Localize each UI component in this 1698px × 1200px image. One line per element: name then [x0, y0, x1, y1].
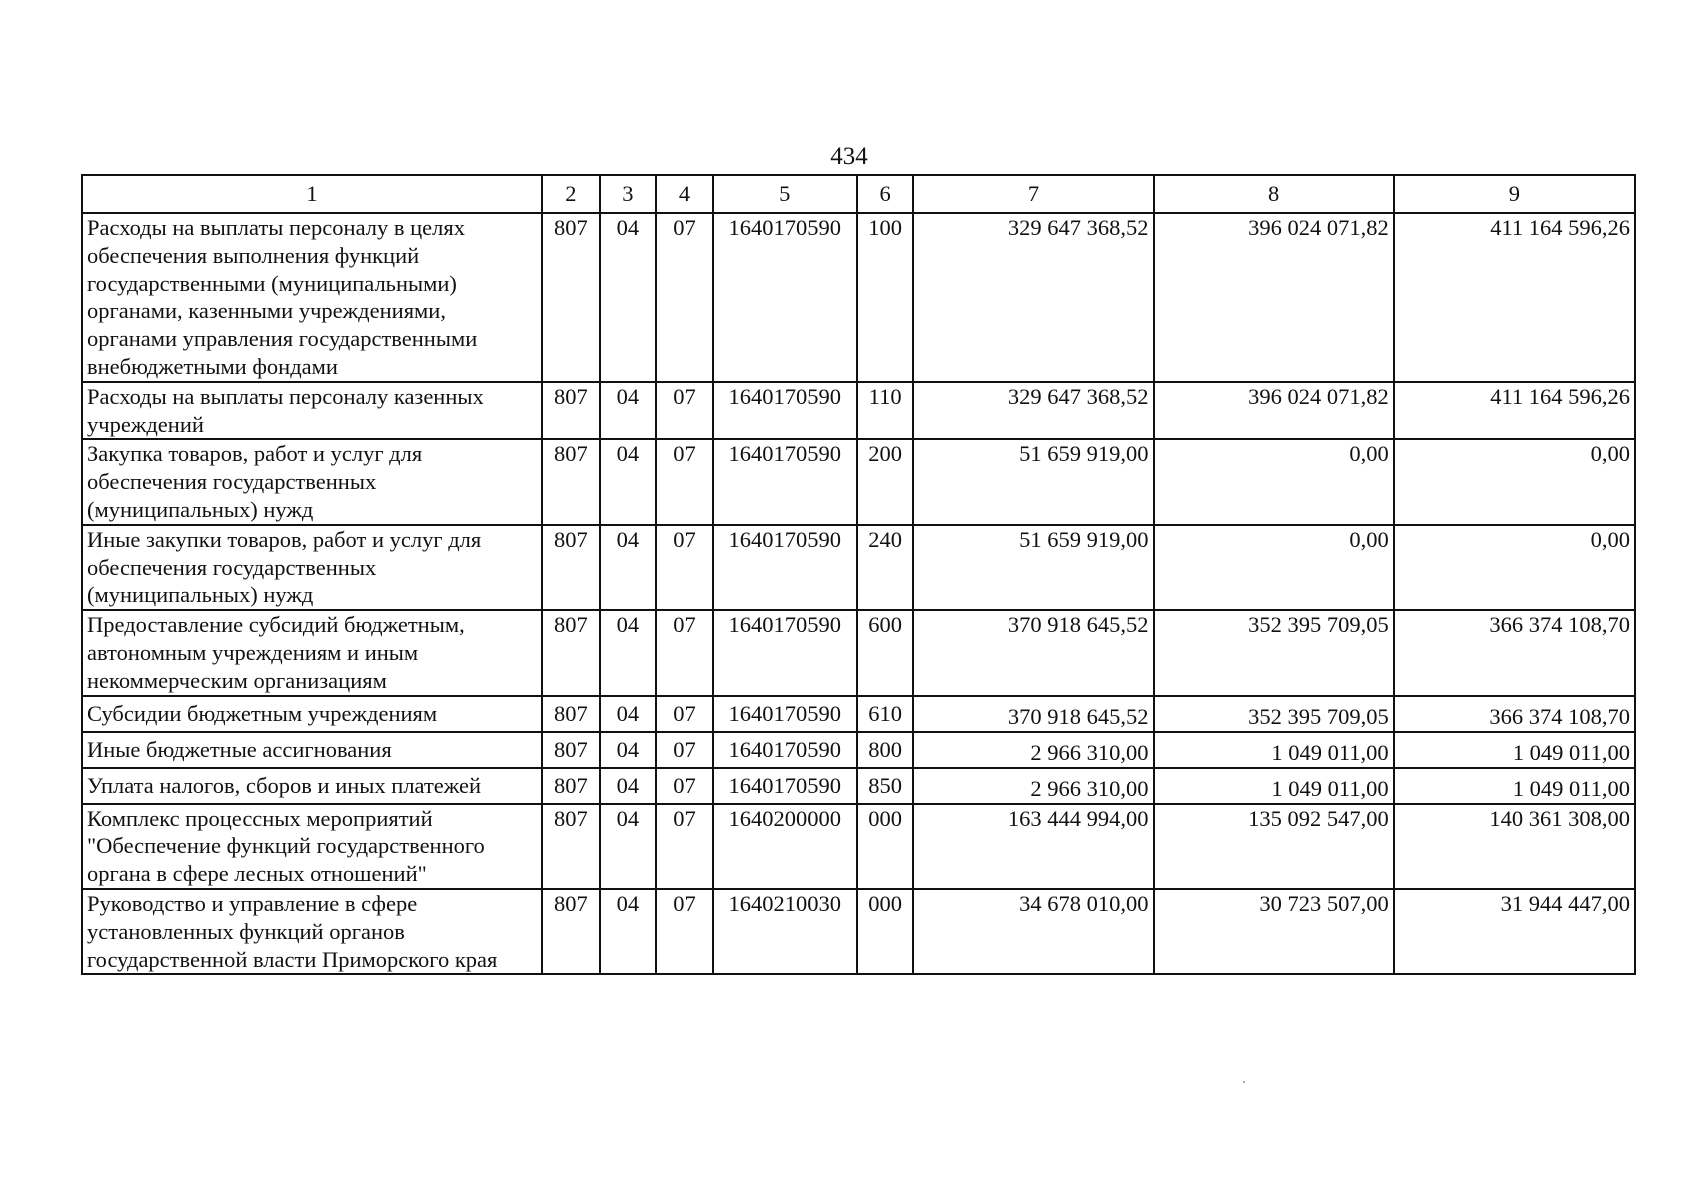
- row-rz: 04: [600, 768, 657, 804]
- row-gr: 807: [542, 889, 600, 974]
- row-sum-2: 352 395 709,05: [1154, 696, 1394, 732]
- scan-speck: [1243, 1081, 1245, 1083]
- row-csr: 1640170590: [713, 696, 857, 732]
- row-sum-3: 411 164 596,26: [1394, 382, 1635, 440]
- row-name: Расходы на выплаты персоналу казенных учреждений: [82, 382, 542, 440]
- row-sum-1: 2 966 310,00: [913, 768, 1153, 804]
- row-sum-1: 34 678 010,00: [913, 889, 1153, 974]
- row-name: Закупка товаров, работ и услуг для обеспечения государственных (муниципальных) нужд: [82, 439, 542, 524]
- row-gr: 807: [542, 804, 600, 889]
- row-pr: 07: [656, 732, 713, 768]
- row-sum-1: 329 647 368,52: [913, 382, 1153, 440]
- row-vr: 100: [857, 213, 914, 382]
- row-pr: 07: [656, 213, 713, 382]
- column-header: 1: [82, 175, 542, 213]
- row-sum-2: 30 723 507,00: [1154, 889, 1394, 974]
- row-name: Предоставление субсидий бюджетным, автономным учреждениям и иным некоммерческим организациям: [82, 610, 542, 695]
- row-sum-2: 0,00: [1154, 525, 1394, 610]
- row-gr: 807: [542, 439, 600, 524]
- row-rz: 04: [600, 525, 657, 610]
- row-sum-2: 135 092 547,00: [1154, 804, 1394, 889]
- row-rz: 04: [600, 732, 657, 768]
- table-row: [82, 382, 1635, 440]
- row-rz: 04: [600, 213, 657, 382]
- table-row: [82, 213, 1635, 382]
- row-csr: 1640170590: [713, 610, 857, 695]
- row-sum-1: 163 444 994,00: [913, 804, 1153, 889]
- row-pr: 07: [656, 610, 713, 695]
- row-rz: 04: [600, 889, 657, 974]
- row-pr: 07: [656, 439, 713, 524]
- row-rz: 04: [600, 804, 657, 889]
- row-name: Комплекс процессных мероприятий "Обеспечение функций государственного органа в сфере лесных отношений": [82, 804, 542, 889]
- row-pr: 07: [656, 889, 713, 974]
- column-header: 6: [857, 175, 914, 213]
- row-sum-3: 366 374 108,70: [1394, 610, 1635, 695]
- row-pr: 07: [656, 525, 713, 610]
- row-vr: 000: [857, 889, 914, 974]
- row-vr: 240: [857, 525, 914, 610]
- row-pr: 07: [656, 696, 713, 732]
- row-gr: 807: [542, 382, 600, 440]
- row-pr: 07: [656, 768, 713, 804]
- row-sum-3: 366 374 108,70: [1394, 696, 1635, 732]
- row-rz: 04: [600, 696, 657, 732]
- row-csr: 1640210030: [713, 889, 857, 974]
- row-name: Руководство и управление в сфере установленных функций органов государственной власти Приморского края: [82, 889, 542, 974]
- row-sum-3: 0,00: [1394, 439, 1635, 524]
- row-sum-3: 31 944 447,00: [1394, 889, 1635, 974]
- row-name: Уплата налогов, сборов и иных платежей: [82, 768, 542, 804]
- row-sum-2: 1 049 011,00: [1154, 768, 1394, 804]
- row-pr: 07: [656, 804, 713, 889]
- header-row: [82, 175, 1635, 213]
- row-sum-1: 2 966 310,00: [913, 732, 1153, 768]
- row-sum-2: 396 024 071,82: [1154, 382, 1394, 440]
- row-sum-3: 411 164 596,26: [1394, 213, 1635, 382]
- row-vr: 110: [857, 382, 914, 440]
- row-rz: 04: [600, 610, 657, 695]
- row-name: Субсидии бюджетным учреждениям: [82, 696, 542, 732]
- column-header: 7: [913, 175, 1153, 213]
- row-sum-3: 0,00: [1394, 525, 1635, 610]
- row-gr: 807: [542, 525, 600, 610]
- table-row: [82, 696, 1635, 732]
- row-gr: 807: [542, 610, 600, 695]
- row-name: Иные бюджетные ассигнования: [82, 732, 542, 768]
- row-sum-1: 51 659 919,00: [913, 525, 1153, 610]
- row-vr: 600: [857, 610, 914, 695]
- row-sum-2: 1 049 011,00: [1154, 732, 1394, 768]
- row-vr: 610: [857, 696, 914, 732]
- column-header: 9: [1394, 175, 1635, 213]
- row-sum-2: 352 395 709,05: [1154, 610, 1394, 695]
- table-row: [82, 804, 1635, 889]
- row-csr: 1640170590: [713, 768, 857, 804]
- row-vr: 000: [857, 804, 914, 889]
- row-rz: 04: [600, 382, 657, 440]
- row-name: Расходы на выплаты персоналу в целях обеспечения выполнения функций государственными (муниципальными) органами, казенными учреждениями, органами управления государственными внебюджетными фондами: [82, 213, 542, 382]
- table-row: [82, 889, 1635, 974]
- row-sum-3: 1 049 011,00: [1394, 768, 1635, 804]
- row-csr: 1640200000: [713, 804, 857, 889]
- row-name: Иные закупки товаров, работ и услуг для обеспечения государственных (муниципальных) нужд: [82, 525, 542, 610]
- row-vr: 800: [857, 732, 914, 768]
- row-gr: 807: [542, 696, 600, 732]
- row-csr: 1640170590: [713, 439, 857, 524]
- page-number: 434: [830, 143, 868, 170]
- row-sum-1: 329 647 368,52: [913, 213, 1153, 382]
- table-row: [82, 525, 1635, 610]
- table-row: [82, 768, 1635, 804]
- row-csr: 1640170590: [713, 213, 857, 382]
- row-sum-3: 140 361 308,00: [1394, 804, 1635, 889]
- row-sum-1: 370 918 645,52: [913, 696, 1153, 732]
- row-sum-2: 0,00: [1154, 439, 1394, 524]
- column-header: 4: [656, 175, 713, 213]
- row-sum-1: 370 918 645,52: [913, 610, 1153, 695]
- row-csr: 1640170590: [713, 525, 857, 610]
- row-pr: 07: [656, 382, 713, 440]
- table-row: [82, 439, 1635, 524]
- column-header: 8: [1154, 175, 1394, 213]
- row-sum-2: 396 024 071,82: [1154, 213, 1394, 382]
- row-sum-3: 1 049 011,00: [1394, 732, 1635, 768]
- table-row: [82, 732, 1635, 768]
- row-gr: 807: [542, 732, 600, 768]
- budget-table: [81, 174, 1636, 975]
- table-row: [82, 610, 1635, 695]
- row-gr: 807: [542, 213, 600, 382]
- row-vr: 200: [857, 439, 914, 524]
- column-header: 2: [542, 175, 600, 213]
- row-vr: 850: [857, 768, 914, 804]
- column-header: 5: [713, 175, 857, 213]
- row-csr: 1640170590: [713, 732, 857, 768]
- column-header: 3: [600, 175, 657, 213]
- row-sum-1: 51 659 919,00: [913, 439, 1153, 524]
- row-csr: 1640170590: [713, 382, 857, 440]
- row-gr: 807: [542, 768, 600, 804]
- row-rz: 04: [600, 439, 657, 524]
